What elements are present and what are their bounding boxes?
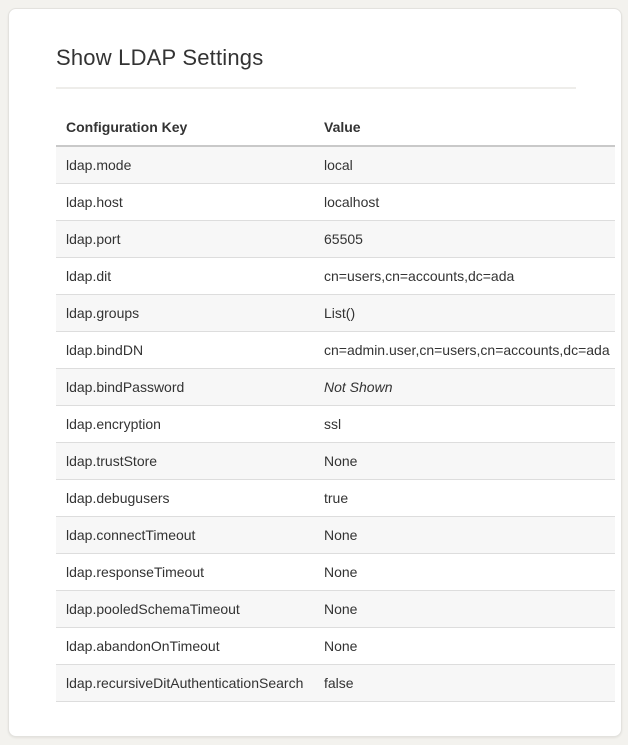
- column-header-value: Value: [314, 109, 615, 146]
- config-value-cell: None: [314, 517, 615, 554]
- table-header-row: [56, 109, 615, 146]
- config-value-cell: cn=admin.user,cn=users,cn=accounts,dc=ada: [314, 332, 615, 369]
- config-value-cell: None: [314, 443, 615, 480]
- config-key-cell: ldap.encryption: [56, 406, 314, 443]
- config-value-cell: localhost: [314, 184, 615, 221]
- config-key-cell: ldap.groups: [56, 295, 314, 332]
- table-row: [56, 221, 615, 258]
- config-value-cell: true: [314, 480, 615, 517]
- config-key-cell: ldap.trustStore: [56, 443, 314, 480]
- config-value-cell: Not Shown: [314, 369, 615, 406]
- config-value-cell: ssl: [314, 406, 615, 443]
- config-value-cell: None: [314, 628, 615, 665]
- table-row: [56, 369, 615, 406]
- config-value-cell: 65505: [314, 221, 615, 258]
- config-key-cell: ldap.abandonOnTimeout: [56, 628, 314, 665]
- config-value-cell: local: [314, 146, 615, 184]
- ldap-settings-table: [56, 109, 615, 702]
- config-value-cell: cn=users,cn=accounts,dc=ada: [314, 258, 615, 295]
- config-key-cell: ldap.bindDN: [56, 332, 314, 369]
- settings-table-body: [56, 146, 615, 702]
- config-key-cell: ldap.bindPassword: [56, 369, 314, 406]
- table-row: [56, 480, 615, 517]
- table-row: [56, 184, 615, 221]
- config-value-cell: List(): [314, 295, 615, 332]
- config-key-cell: ldap.port: [56, 221, 314, 258]
- page-title: Show LDAP Settings: [56, 45, 264, 70]
- ldap-settings-card: [8, 8, 622, 737]
- config-key-cell: ldap.host: [56, 184, 314, 221]
- table-row: [56, 628, 615, 665]
- table-row: [56, 258, 615, 295]
- column-header-configuration-key: Configuration Key: [56, 109, 314, 146]
- table-row: [56, 146, 615, 184]
- table-row: [56, 295, 615, 332]
- config-key-cell: ldap.debugusers: [56, 480, 314, 517]
- table-row: [56, 406, 615, 443]
- config-key-cell: ldap.pooledSchemaTimeout: [56, 591, 314, 628]
- table-row: [56, 554, 615, 591]
- config-key-cell: ldap.dit: [56, 258, 314, 295]
- config-value-cell: None: [314, 554, 615, 591]
- table-row: [56, 332, 615, 369]
- table-row: [56, 665, 615, 702]
- config-key-cell: ldap.connectTimeout: [56, 517, 314, 554]
- table-row: [56, 517, 615, 554]
- table-row: [56, 443, 615, 480]
- table-row: [56, 591, 615, 628]
- title-divider: [56, 87, 576, 89]
- config-key-cell: ldap.mode: [56, 146, 314, 184]
- config-value-cell: false: [314, 665, 615, 702]
- config-value-cell: None: [314, 591, 615, 628]
- config-key-cell: ldap.responseTimeout: [56, 554, 314, 591]
- config-key-cell: ldap.recursiveDitAuthenticationSearch: [56, 665, 314, 702]
